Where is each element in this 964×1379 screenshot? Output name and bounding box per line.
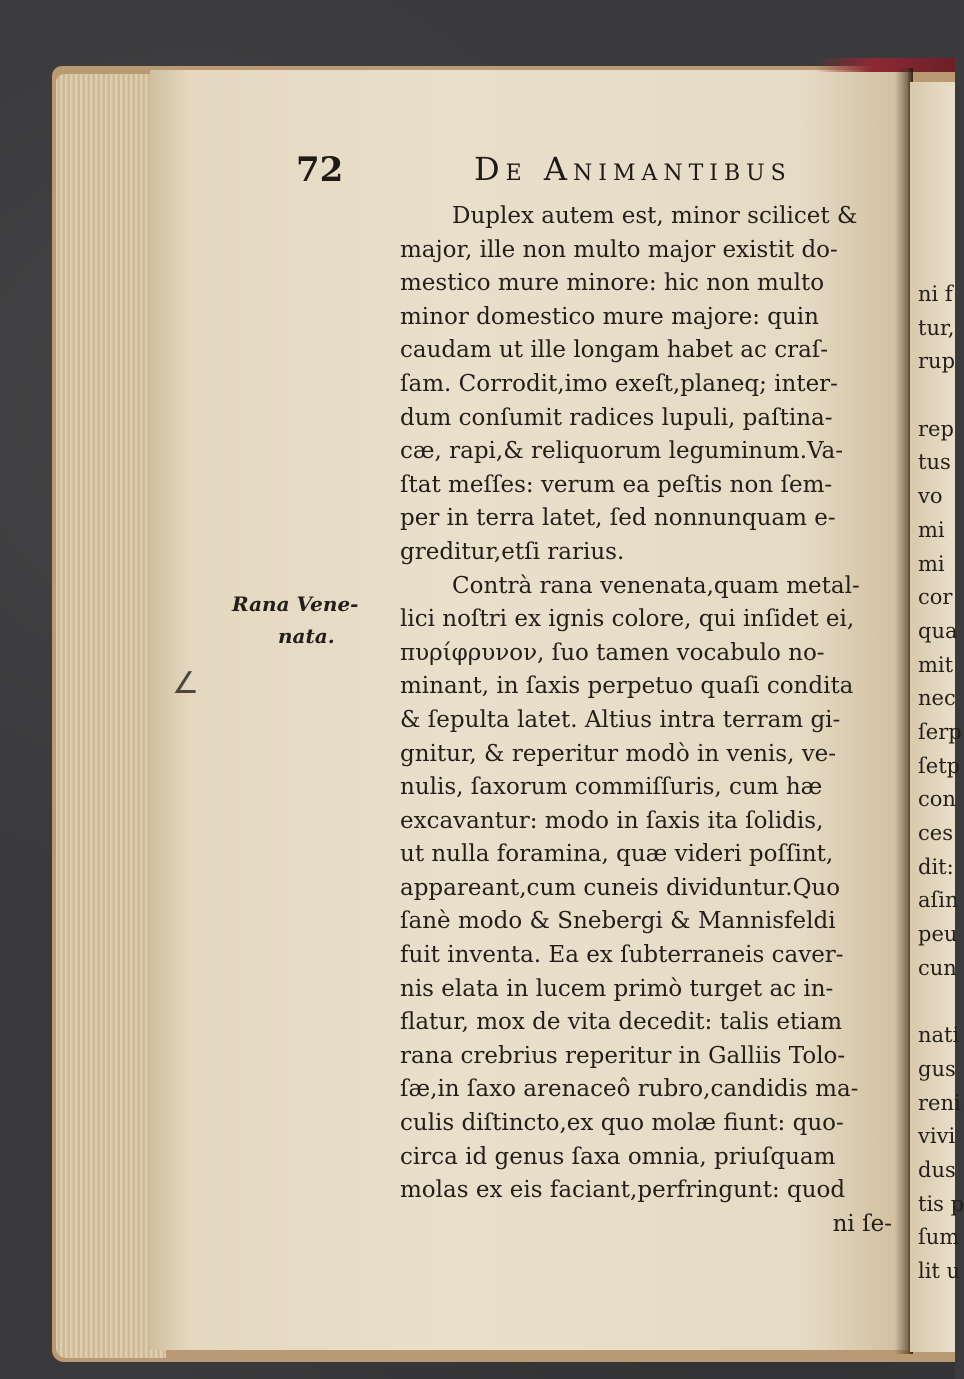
text-line: culis diſtincto,ex quo molæ fiunt: quo- <box>400 1110 844 1137</box>
text-line: appareant,cum cuneis dividuntur.Quo <box>400 874 841 901</box>
facing-fragment: rep <box>918 416 954 441</box>
marginal-note-line: Rana Vene- <box>232 592 359 616</box>
facing-fragment: dit: <box>918 854 954 879</box>
text-line: rana crebrius reperitur in Galliis Tolo- <box>400 1042 846 1069</box>
text-line: per in terra latet, ſed nonnunquam e- <box>400 505 836 532</box>
facing-fragment: qua <box>918 618 958 643</box>
facing-fragment <box>918 379 964 413</box>
facing-fragment: ni f <box>918 282 953 306</box>
facing-fragment: ſetp <box>918 753 961 778</box>
facing-fragment: tur, <box>918 315 955 340</box>
text-line: & ſepulta latet. Altius intra terram gi- <box>400 706 841 733</box>
facing-fragment: tus <box>918 450 951 475</box>
facing-fragment: mi <box>918 551 945 576</box>
facing-fragment <box>918 985 964 1019</box>
text-line: ſam. Corrodit,imo exeſt,planeq; inter- <box>400 370 838 397</box>
text-line: fuit inventa. Ea ex ſubterraneis caver- <box>400 942 844 969</box>
catchword: ni ſe- <box>832 1210 892 1237</box>
facing-fragment: ſerp <box>918 719 962 744</box>
body-text <box>400 200 896 1241</box>
text-line: ſtat meſſes: verum ea peſtis non ſem- <box>400 471 833 498</box>
text-line: minant, in ſaxis perpetuo quaſi condita <box>400 673 854 700</box>
facing-fragment: con <box>918 787 956 812</box>
facing-fragment: lit u <box>918 1258 961 1283</box>
text-line: ſanè modo & Snebergi & Mannisfeldi <box>400 908 836 935</box>
facing-fragment: mi <box>918 517 945 542</box>
facing-fragment: peu <box>918 922 958 947</box>
page-header <box>296 150 896 194</box>
text-line: ſæ,in ſaxo arenaceô rubro,candidis ma- <box>400 1076 859 1103</box>
facing-fragment: aſin <box>918 888 959 913</box>
marginal-note <box>232 588 382 652</box>
text-line: mestico mure minore: hic non multo <box>400 270 825 297</box>
facing-fragment: dus <box>918 1157 956 1182</box>
facing-fragment: nati <box>918 1023 960 1048</box>
text-line: ut nulla foramina, quæ videri poſſint, <box>400 841 834 868</box>
facing-fragment: vivi <box>918 1124 956 1149</box>
marginal-note-line: nata. <box>278 624 335 648</box>
facing-fragment: mit <box>918 652 954 677</box>
text-line: minor domestico mure majore: quin <box>400 303 819 330</box>
text-line: greditur,etſi rarius. <box>400 538 625 565</box>
text-line: lici noſtri ex ignis colore, qui inſidet ei, <box>400 606 855 633</box>
facing-page-edge <box>910 82 964 1352</box>
text-line: Duplex autem est, minor scilicet & <box>452 203 858 229</box>
facing-fragment: ces <box>918 821 953 845</box>
facing-fragment: gus <box>918 1056 956 1081</box>
facing-fragment: nec <box>918 686 956 711</box>
facing-fragment: cun <box>918 955 957 980</box>
text-line: caudam ut ille longam habet ac craſ- <box>400 337 829 364</box>
text-line: molas ex eis faciant,perfringunt: quod <box>400 1177 846 1204</box>
pencil-mark: ∠ <box>172 666 199 701</box>
facing-fragment: ſum <box>918 1225 960 1250</box>
page-number: 72 <box>296 150 344 190</box>
text-line: gnitur, & reperitur modò in venis, ve- <box>400 740 837 767</box>
facing-fragment: cor <box>918 585 953 610</box>
text-line: Contrà rana venenata,quam metal- <box>452 572 860 599</box>
text-line: nis elata in lucem primò turget ac in- <box>400 975 834 1002</box>
text-line: circa id genus ſaxa omnia, priuſquam <box>400 1143 836 1170</box>
text-line: major, ille non multo major existit do- <box>400 236 838 263</box>
facing-fragment: tis p <box>918 1191 964 1216</box>
facing-fragment: rup <box>918 349 956 374</box>
text-line: cæ, rapi,& reliquorum leguminum.Va- <box>400 438 844 465</box>
text-line: excavantur: modo in ſaxis ita ſolidis, <box>400 807 824 834</box>
bookmark-ribbon <box>815 58 955 72</box>
running-title: De Animantibus <box>474 150 792 188</box>
facing-page-text <box>918 278 964 1289</box>
text-line: nulis, ſaxorum commiſſuris, cum hæ <box>400 774 823 801</box>
facing-fragment: reni <box>918 1090 961 1115</box>
text-line: dum conſumit radices lupuli, paſtina- <box>400 404 833 431</box>
text-line: πυρίφρυνον, ſuo tamen vocabulo no- <box>400 639 825 666</box>
text-line: flatur, mox de vita decedit: talis etiam <box>400 1009 843 1036</box>
facing-fragment: vo <box>918 484 943 509</box>
